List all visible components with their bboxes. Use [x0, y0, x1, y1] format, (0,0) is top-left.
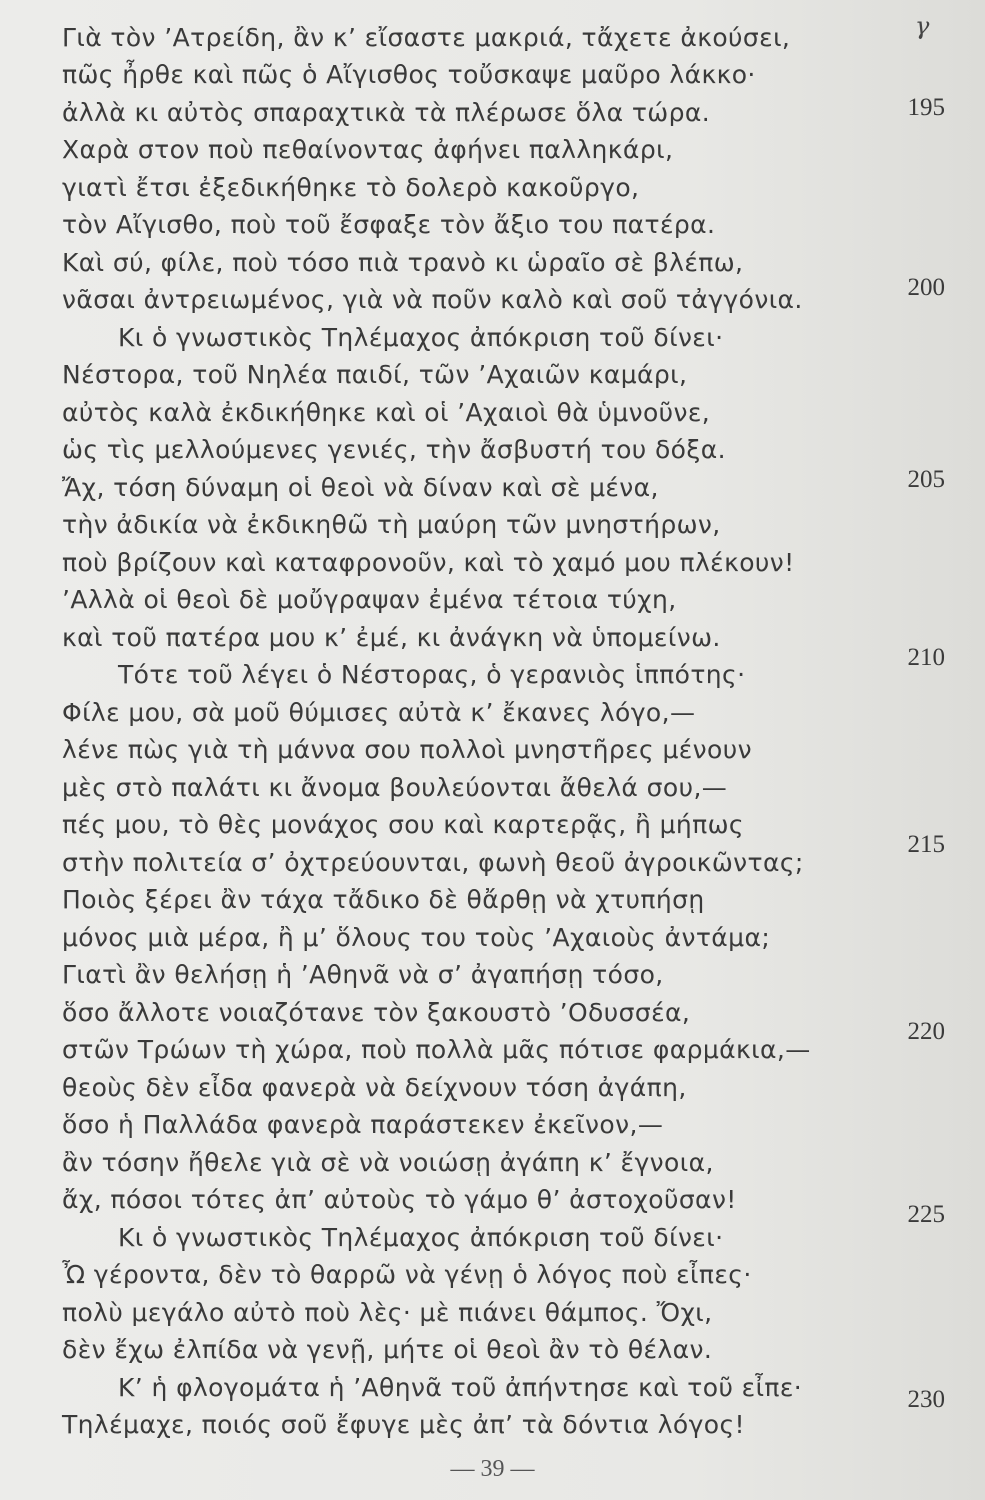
verse-line: στῶν Τρώων τὴ χώρα, ποὺ πολλὰ μᾶς πότισε φαρμάκια,—	[62, 1035, 811, 1064]
verse-line: ἀλλὰ κι αὐτὸς σπαραχτικὰ τὰ πλέρωσε ὅλα τώρα.	[62, 98, 711, 127]
verse-line: ποὺ βρίζουν καὶ καταφρονοῦν, καὶ τὸ χαμό μου πλέκουν!	[62, 548, 795, 577]
line-number: 210	[907, 644, 945, 671]
verse-line: θεοὺς δὲν εἶδα φανερὰ νὰ δείχνουν τόση ἀγάπη,	[62, 1073, 687, 1102]
verse-line: δὲν ἔχω ἐλπίδα νὰ γενῇ, μήτε οἱ θεοὶ ἂν τὸ θέλαν.	[62, 1335, 713, 1364]
line-number: 225	[907, 1201, 945, 1228]
verse-line: ἄχ, πόσοι τότες ἀπ’ αὐτοὺς τὸ γάμο θ’ ἀστοχοῦσαν!	[62, 1185, 737, 1214]
verse-line: Νέστορα, τοῦ Νηλέα παιδί, τῶν ’Αχαιῶν καμάρι,	[62, 360, 688, 389]
verse-line: ’Αλλὰ οἱ θεοὶ δὲ μοὔγραψαν ἐμένα τέτοια τύχη,	[62, 585, 677, 614]
line-number: 230	[907, 1386, 945, 1413]
verse-line: Κι ὁ γνωστικὸς Τηλέμαχος ἀπόκριση τοῦ δίνει·	[118, 1223, 724, 1252]
verse-line: Φίλε μου, σὰ μοῦ θύμισες αὐτὰ κ’ ἔκανες λόγο,—	[62, 698, 696, 727]
verse-line: Ἄχ, τόση δύναμη οἱ θεοὶ νὰ δίναν καὶ σὲ μένα,	[62, 473, 659, 502]
verse-line: Τότε τοῦ λέγει ὁ Νέστορας, ὁ γερανιὸς ἱππότης·	[118, 660, 746, 689]
verse-line: μόνος μιὰ μέρα, ἢ μ’ ὅλους του τοὺς ’Αχαιοὺς ἀντάμα;	[62, 923, 771, 952]
verse-line: πολὺ μεγάλο αὐτὸ ποὺ λὲς· μὲ πιάνει θάμπος. Ὄχι,	[62, 1298, 713, 1327]
book-marker: γ	[915, 12, 930, 40]
verse-line: πές μου, τὸ θὲς μονάχος σου καὶ καρτερᾷς, ἢ μήπως	[62, 810, 745, 839]
verse-line: ὅσο ἡ Παλλάδα φανερὰ παράστεκεν ἐκεῖνον,—	[62, 1110, 664, 1139]
verse-line: γιατὶ ἔτσι ἐξεδικήθηκε τὸ δολερὸ κακοῦργο,	[62, 173, 640, 202]
verse-line: Κ’ ἡ φλογομάτα ἡ ’Αθηνᾶ τοῦ ἀπήντησε καὶ τοῦ εἶπε·	[118, 1373, 803, 1402]
verse-line: ἂν τόσην ἤθελε γιὰ σὲ νὰ νοιώσῃ ἀγάπη κ’ ἔγνοια,	[62, 1148, 714, 1177]
verse-line: νᾶσαι ἀντρειωμένος, γιὰ νὰ ποῦν καλὸ καὶ σοῦ τἀγγόνια.	[62, 285, 803, 314]
verse-line: Ὦ γέροντα, δὲν τὸ θαρρῶ νὰ γένῃ ὁ λόγος ποὺ εἶπες·	[62, 1260, 752, 1289]
line-number: 220	[907, 1018, 945, 1045]
line-number: 200	[907, 274, 945, 301]
verse-line: λένε πὼς γιὰ τὴ μάννα σου πολλοὶ μνηστῆρες μένουν	[62, 735, 752, 764]
verse-line: μὲς στὸ παλάτι κι ἄνομα βουλεύονται ἄθελά σου,—	[62, 773, 728, 802]
verse-line: πῶς ἦρθε καὶ πῶς ὁ Αἴγισθος τοὔσκαψε μαῦρο λάκκο·	[62, 60, 756, 89]
line-number: 195	[907, 94, 945, 121]
verse-line: ὅσο ἄλλοτε νοιαζότανε τὸν ξακουστὸ ’Οδυσσέα,	[62, 998, 691, 1027]
verse-line: Γιατὶ ἂν θελήσῃ ἡ ’Αθηνᾶ νὰ σ’ ἀγαπήσῃ τόσο,	[62, 960, 664, 989]
verse-line: ὡς τὶς μελλούμενες γενιές, τὴν ἄσβυστή του δόξα.	[62, 435, 726, 464]
verse-line: τὴν ἀδικία νὰ ἐκδικηθῶ τὴ μαύρη τῶν μνηστήρων,	[62, 510, 721, 539]
line-number: 205	[907, 466, 945, 493]
verse-line: καὶ τοῦ πατέρα μου κ’ ἐμέ, κι ἀνάγκη νὰ ὑπομείνω.	[62, 623, 721, 652]
line-number: 215	[907, 831, 945, 858]
verse-line: Γιὰ τὸν ’Ατρείδη, ἂν κ’ εἴσαστε μακριά, τἄχετε ἀκούσει,	[62, 23, 791, 52]
verse-line: Χαρὰ στον ποὺ πεθαίνοντας ἀφήνει παλληκάρι,	[62, 135, 674, 164]
verse-line: Καὶ σύ, φίλε, ποὺ τόσο πιὰ τρανὸ κι ὡραῖο σὲ βλέπω,	[62, 248, 744, 277]
verse-line: στὴν πολιτεία σ’ ὀχτρεύουνται, φωνὴ θεοῦ ἀγροικῶντας;	[62, 848, 804, 877]
verse-line: αὐτὸς καλὰ ἐκδικήθηκε καὶ οἱ ’Αχαιοὶ θὰ ὑμνοῦνε,	[62, 398, 711, 427]
verse-line: Ποιὸς ξέρει ἂν τάχα τἄδικο δὲ θἄρθῃ νὰ χτυπήσῃ	[62, 885, 705, 914]
verse-line: Τηλέμαχε, ποιός σοῦ ἔφυγε μὲς ἀπ’ τὰ δόντια λόγος!	[62, 1410, 745, 1439]
verse-line: Κι ὁ γνωστικὸς Τηλέμαχος ἀπόκριση τοῦ δίνει·	[118, 323, 724, 352]
verse-line: τὸν Αἴγισθο, ποὺ τοῦ ἔσφαξε τὸν ἄξιο του πατέρα.	[62, 210, 716, 239]
page-number: — 39 —	[450, 1456, 535, 1482]
